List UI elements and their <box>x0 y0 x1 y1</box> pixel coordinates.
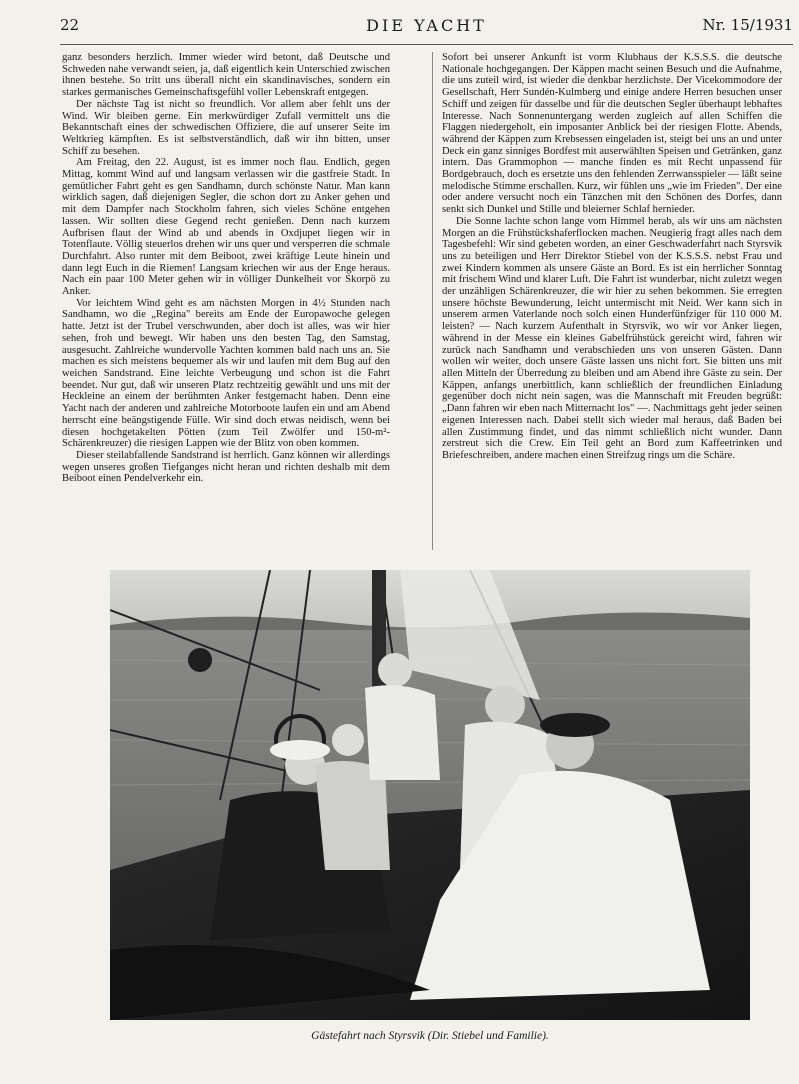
right-column <box>442 52 782 550</box>
column-divider <box>432 52 433 550</box>
photo-caption: Gästefahrt nach Styrsvik (Dir. Stiebel und Familie). <box>311 1030 549 1042</box>
sailing-photo <box>110 570 750 1020</box>
issue-number: Nr. 15/1931 <box>702 16 793 34</box>
paragraph: Dieser steilabfallende Sandstrand ist herrlich. Ganz können wir allerdings wegen unseres großen Tiefganges nicht heran und richten deshalb mit dem Beiboot einen Pendelverkehr ein. <box>62 449 390 485</box>
magazine-title: DIE YACHT <box>366 16 487 35</box>
paragraph: Die Sonne lachte schon lange vom Himmel herab, als wir uns am nächsten Morgen an die Frühstückshaferflocken machen. Neugierig fragt alles nach dem Tagesbefehl: Wir sind gebeten worden, an einer Geschwaderfahrt nach Styrsvik uns zu beteiligen und Herr Direktor Stiebel von der K.S.S.S. nebst Frau und zwei Kindern kommen als unsere Gäste an Bord. Es ist ein herrlicher Sonntag mit frischem Wind und klarer Luft. Die Fahrt ist wunderbar, nicht zuletzt wegen der unzähligen Schärenkreuzer, die wir hier zu sehen bekommen. Sie erregten unsere höchste Bewunderung, leicht untermischt mit Neid. Wer kann sich in unserem armen Vaterlande noch solch einen Hunderfünfziger für 110 000 M. leisten? — Nach kurzem Aufenthalt in Styrsvik, wo wir vor Anker liegen, während in der Messe ein kleines Gabelfrühstück gereicht wird, fahren wir zurück nach Sandhamn und verabschieden uns von unseren Gästen. Dann wollen wir weiter, doch unsere Gäste lassen uns nicht fort. Sie bitten uns mit allen Mitteln der Überredung zu bleiben und am Abend ihre Gäste zu sein. Der Käppen, anfangs unerbittlich, kann schließlich der freundlichen Einladung gegenüber doch nicht nein sagen, was die Mannschaft mit Freuden begrüßt: „Dann fahren wir eben nach Mitternacht los" —. Nachmittags geht jeder seinen eigenen Interessen nach. Dabei stellt sich wieder mal heraus, daß Baden bei allen Zustimmung findet, und das nimmt schließlich nicht wunder. Dann zerstreut sich die Crew. Ein Teil geht an Bord zum Kaffeetrinken und Briefeschreiben, andere machen einen Streifzug rings um die Schäre. <box>442 215 782 461</box>
page-number: 22 <box>60 16 80 34</box>
page-header <box>60 16 793 42</box>
paragraph: Der nächste Tag ist nicht so freundlich. Vor allem aber fehlt uns der Wind. Wir bleiben gerne. Ein merkwürdiger Zufall vermittelt uns die Bekanntschaft eines der schwedischen Offiziere, die auf unserer Seite im Weltkrieg kämpften. Es ist selbstverständlich, daß wir ihn bitten, unser Schiff zu besehen. <box>62 98 390 157</box>
paragraph: Vor leichtem Wind geht es am nächsten Morgen in 4½ Stunden nach Sandhamn, wo die „Regina" bereits am Ende der Europawoche gelegen hatte. Jetzt ist der Trubel verschwunden, aber doch ist alles, was wir hier sehen, froh und bewegt. Wir haben uns den besten Tag, den Samstag, ausgesucht. Zahlreiche wundervolle Yachten kommen bald nach uns an. Sie machen es sich meistens bequemer als wir und laufen mit dem Bug auf den weichen Sandstrand. Eine leichte Verbeugung und schon ist die Fahrt beendet. Nur gut, daß wir unseren Platz rechtzeitig gewählt und uns mit der Heckleine an einem der berühmten Anker festgemacht haben. Denn eine Yacht nach der anderen und zahlreiche Motorboote laufen ein und am Abend herrscht eine beängstigende Fülle. Wir sind doch etwas neidisch, wenn bei diesen hochgetakelten Pötten (zum Teil Zwölfer und 150-m²-Schärenkreuzer) die riesigen Lappen wie der Blitz von oben kommen. <box>62 297 390 450</box>
paragraph: Am Freitag, den 22. August, ist es immer noch flau. Endlich, gegen Mittag, kommt Wind auf und langsam verlassen wir die gastfreie Stadt. In gemütlicher Fahrt geht es gen Sandhamn, durch schönste Natur. Man kann wirklich sagen, daß diejenigen Segler, die schon dort zu Anker gehen und mit dem Dampfer nach Stockholm fahren, sich vieles Schöne entgehen lassen. Wir sollten diese Gegend recht genießen. Denn nach kurzem Aufbrisen flaut der Wind ab und abends in Oxdjupet liegen wir in Totenflaute. Völlig steuerlos drehen wir uns quer und versperren die schmale Durchfahrt. Also runter mit dem Beiboot, zwei kräftige Leute hinein und dann legt Euch in die Riemen! Langsam kriechen wir aus der Enge heraus. Nach ein paar 100 Meter gehen wir in völliger Dunkelheit vor Skorpö zu Anker. <box>62 157 390 298</box>
paragraph: Sofort bei unserer Ankunft ist vorm Klubhaus der K.S.S.S. die deutsche Nationale hochgegangen. Der Käppen macht seinen Besuch und die Aufnahme, die uns zuteil wird, ist wieder die denkbar herzlichste. Der Vicekommodore der Gesellschaft, Herr Sundén-Kulmberg und einige andere Herren besuchen unser Schiff und zeigen für dasselbe und für die deutschen Segler überhaupt lebhaftes Interesse. Nach Sonnenuntergang werden zugleich auf allen Schiffen die Flaggen niedergeholt, ein imposanter Anblick bei der riesigen Flotte. Abends, während der Käppen zum Krebsessen eingeladen ist, steigt bei uns an und unter Deck ein ganz sinniges Bordfest mit auserwählten Speisen und Getränken, ganz intern. Das Grammophon — manche finden es mit Recht unpassend für Bordgebrauch, doch es ersetzte uns den fehlenden Zerrwansspieler — läßt seine melodische Stimme erschallen. Kurz, wir fühlen uns „wie im Frieden". Der eine oder andere versucht noch ein Tänzchen mit den Schönen des Dorfes, dann senkt sich Dunkel und Stille und bleierner Schlaf hernieder. <box>442 52 782 216</box>
photo-illustration <box>110 570 750 1020</box>
paragraph: ganz besonders herzlich. Immer wieder wird betont, daß Deutsche und Schweden nahe verwandt seien, ja, daß eigentlich kein Unterschied zwischen ihnen bestehe. So tritt uns überall nicht ein skandinavisches, sondern ein starkes germanisches Gemeinschaftsgefühl voller Lebenskraft entgegen. <box>62 52 390 99</box>
left-column <box>62 52 390 550</box>
header-rule <box>60 44 793 45</box>
